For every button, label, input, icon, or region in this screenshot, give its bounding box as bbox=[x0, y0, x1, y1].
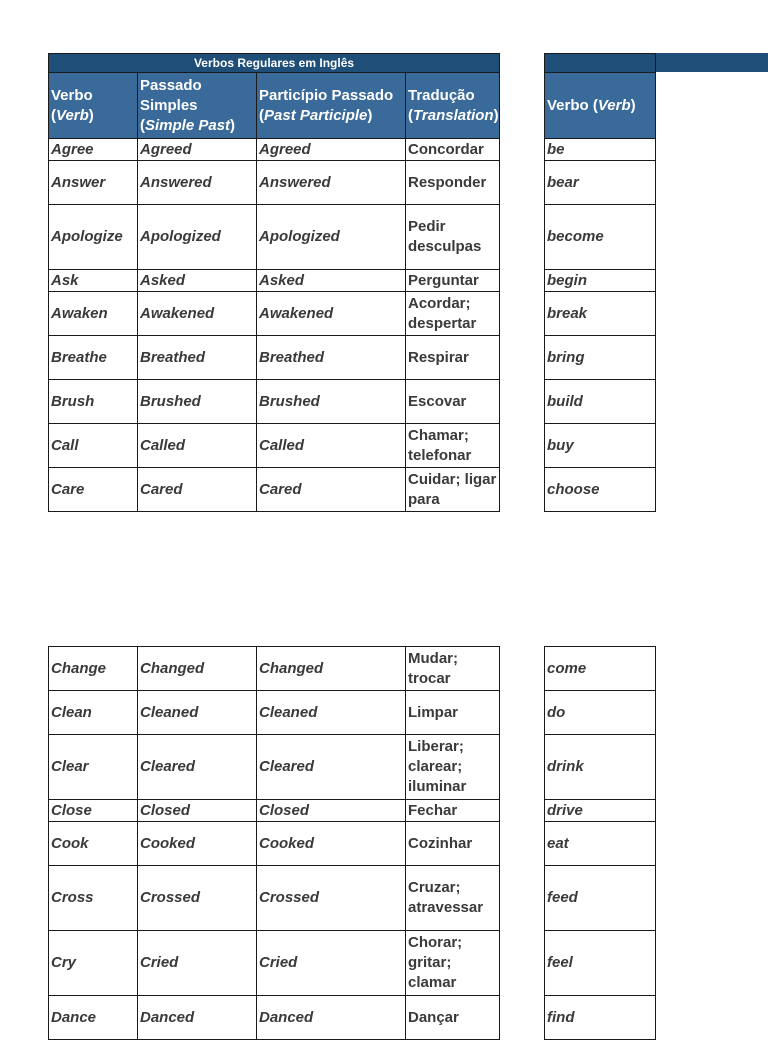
verb-cell: Care bbox=[49, 468, 138, 512]
verb-cell: Cook bbox=[49, 822, 138, 866]
translation-cell: Responder bbox=[406, 161, 500, 205]
verb-cell: Apologize bbox=[49, 205, 138, 270]
translation-cell: Escovar bbox=[406, 380, 500, 424]
table-row bbox=[49, 205, 500, 270]
irregular-verb-cell: feed bbox=[545, 866, 656, 931]
title-blank bbox=[545, 54, 656, 73]
translation-cell: Cozinhar bbox=[406, 822, 500, 866]
translation-cell: Cruzar; atravessar bbox=[406, 866, 500, 931]
table-row bbox=[49, 468, 500, 512]
verb-cell: Clean bbox=[49, 691, 138, 735]
irregular-verbs-table-top bbox=[544, 53, 656, 512]
past-participle-cell: Cleared bbox=[257, 735, 406, 800]
table-row bbox=[545, 691, 656, 735]
table-row bbox=[49, 691, 500, 735]
irregular-verb-cell: do bbox=[545, 691, 656, 735]
verb-cell: Ask bbox=[49, 270, 138, 292]
table-row bbox=[49, 866, 500, 931]
verb-cell: Call bbox=[49, 424, 138, 468]
past-participle-cell: Closed bbox=[257, 800, 406, 822]
past-participle-cell: Changed bbox=[257, 647, 406, 691]
translation-cell: Pedir desculpas bbox=[406, 205, 500, 270]
verb-cell: Cross bbox=[49, 866, 138, 931]
table-row bbox=[49, 270, 500, 292]
translation-cell: Respirar bbox=[406, 336, 500, 380]
verb-cell: Change bbox=[49, 647, 138, 691]
table-row bbox=[545, 931, 656, 996]
irregular-verb-cell: drive bbox=[545, 800, 656, 822]
simple-past-cell: Awakened bbox=[138, 292, 257, 336]
simple-past-cell: Asked bbox=[138, 270, 257, 292]
translation-cell: Dançar bbox=[406, 996, 500, 1040]
past-participle-cell: Called bbox=[257, 424, 406, 468]
table-row bbox=[49, 647, 500, 691]
simple-past-cell: Apologized bbox=[138, 205, 257, 270]
past-participle-cell: Cooked bbox=[257, 822, 406, 866]
past-participle-cell: Answered bbox=[257, 161, 406, 205]
table-row bbox=[545, 996, 656, 1040]
verb-cell: Cry bbox=[49, 931, 138, 996]
translation-cell: Liberar; clarear; iluminar bbox=[406, 735, 500, 800]
table-row bbox=[49, 735, 500, 800]
table-row bbox=[545, 205, 656, 270]
verb-cell: Clear bbox=[49, 735, 138, 800]
table-row bbox=[545, 292, 656, 336]
translation-cell: Chorar; gritar; clamar bbox=[406, 931, 500, 996]
irregular-verb-cell: eat bbox=[545, 822, 656, 866]
past-participle-cell: Danced bbox=[257, 996, 406, 1040]
translation-cell: Chamar; telefonar bbox=[406, 424, 500, 468]
header-bar-right bbox=[656, 53, 768, 72]
verb-cell: Brush bbox=[49, 380, 138, 424]
past-participle-cell: Brushed bbox=[257, 380, 406, 424]
irregular-bottom-body bbox=[545, 647, 656, 1040]
header-verb: Verbo (Verb) bbox=[49, 73, 138, 139]
simple-past-cell: Crossed bbox=[138, 866, 257, 931]
table-row bbox=[49, 292, 500, 336]
irregular-verb-cell: become bbox=[545, 205, 656, 270]
simple-past-cell: Closed bbox=[138, 800, 257, 822]
simple-past-cell: Cooked bbox=[138, 822, 257, 866]
table-row bbox=[545, 800, 656, 822]
table-row bbox=[49, 800, 500, 822]
table-row bbox=[49, 931, 500, 996]
simple-past-cell: Danced bbox=[138, 996, 257, 1040]
translation-cell: Perguntar bbox=[406, 270, 500, 292]
simple-past-cell: Called bbox=[138, 424, 257, 468]
table-row bbox=[49, 336, 500, 380]
table-row bbox=[545, 647, 656, 691]
verb-cell: Awaken bbox=[49, 292, 138, 336]
translation-cell: Fechar bbox=[406, 800, 500, 822]
table-row bbox=[545, 139, 656, 161]
simple-past-cell: Cleared bbox=[138, 735, 257, 800]
header-simple-past: Passado Simples (Simple Past) bbox=[138, 73, 257, 139]
past-participle-cell: Asked bbox=[257, 270, 406, 292]
irregular-verb-cell: choose bbox=[545, 468, 656, 512]
past-participle-cell: Cared bbox=[257, 468, 406, 512]
irregular-verbs-table-bottom bbox=[544, 646, 656, 1040]
simple-past-cell: Cleaned bbox=[138, 691, 257, 735]
irregular-verb-cell: begin bbox=[545, 270, 656, 292]
verb-cell: Dance bbox=[49, 996, 138, 1040]
table-row bbox=[49, 161, 500, 205]
past-participle-cell: Breathed bbox=[257, 336, 406, 380]
irregular-verb-cell: drink bbox=[545, 735, 656, 800]
simple-past-cell: Answered bbox=[138, 161, 257, 205]
table-row bbox=[49, 996, 500, 1040]
translation-cell: Cuidar; ligar para bbox=[406, 468, 500, 512]
table-row bbox=[545, 822, 656, 866]
irregular-verb-cell: build bbox=[545, 380, 656, 424]
table-row bbox=[545, 380, 656, 424]
table-row bbox=[545, 270, 656, 292]
regular-verbs-table-top bbox=[48, 53, 500, 512]
verb-cell: Agree bbox=[49, 139, 138, 161]
table-row bbox=[49, 822, 500, 866]
table-row bbox=[49, 139, 500, 161]
simple-past-cell: Brushed bbox=[138, 380, 257, 424]
past-participle-cell: Cried bbox=[257, 931, 406, 996]
irregular-verb-cell: come bbox=[545, 647, 656, 691]
simple-past-cell: Agreed bbox=[138, 139, 257, 161]
header-past-participle: Particípio Passado (Past Participle) bbox=[257, 73, 406, 139]
table-row bbox=[545, 866, 656, 931]
header-irregular-verb: Verbo (Verb) bbox=[545, 73, 656, 139]
verb-cell: Breathe bbox=[49, 336, 138, 380]
table-title: Verbos Regulares em Inglês bbox=[49, 54, 500, 73]
irregular-top-body bbox=[545, 139, 656, 512]
simple-past-cell: Changed bbox=[138, 647, 257, 691]
regular-bottom-body bbox=[49, 647, 500, 1040]
past-participle-cell: Agreed bbox=[257, 139, 406, 161]
translation-cell: Limpar bbox=[406, 691, 500, 735]
simple-past-cell: Cried bbox=[138, 931, 257, 996]
table-row bbox=[545, 735, 656, 800]
table-row bbox=[49, 424, 500, 468]
header-translation: Tradução (Translation) bbox=[406, 73, 500, 139]
irregular-verb-cell: bring bbox=[545, 336, 656, 380]
irregular-verb-cell: break bbox=[545, 292, 656, 336]
translation-cell: Mudar; trocar bbox=[406, 647, 500, 691]
translation-cell: Acordar; despertar bbox=[406, 292, 500, 336]
verb-cell: Answer bbox=[49, 161, 138, 205]
irregular-verb-cell: bear bbox=[545, 161, 656, 205]
regular-verbs-table-bottom bbox=[48, 646, 500, 1040]
translation-cell: Concordar bbox=[406, 139, 500, 161]
past-participle-cell: Cleaned bbox=[257, 691, 406, 735]
table-row bbox=[545, 161, 656, 205]
past-participle-cell: Awakened bbox=[257, 292, 406, 336]
irregular-verb-cell: find bbox=[545, 996, 656, 1040]
irregular-verb-cell: be bbox=[545, 139, 656, 161]
irregular-verb-cell: feel bbox=[545, 931, 656, 996]
past-participle-cell: Crossed bbox=[257, 866, 406, 931]
past-participle-cell: Apologized bbox=[257, 205, 406, 270]
simple-past-cell: Breathed bbox=[138, 336, 257, 380]
irregular-verb-cell: buy bbox=[545, 424, 656, 468]
table-row bbox=[545, 424, 656, 468]
regular-top-body bbox=[49, 139, 500, 512]
simple-past-cell: Cared bbox=[138, 468, 257, 512]
table-row bbox=[49, 380, 500, 424]
verb-cell: Close bbox=[49, 800, 138, 822]
table-row bbox=[545, 336, 656, 380]
table-row bbox=[545, 468, 656, 512]
